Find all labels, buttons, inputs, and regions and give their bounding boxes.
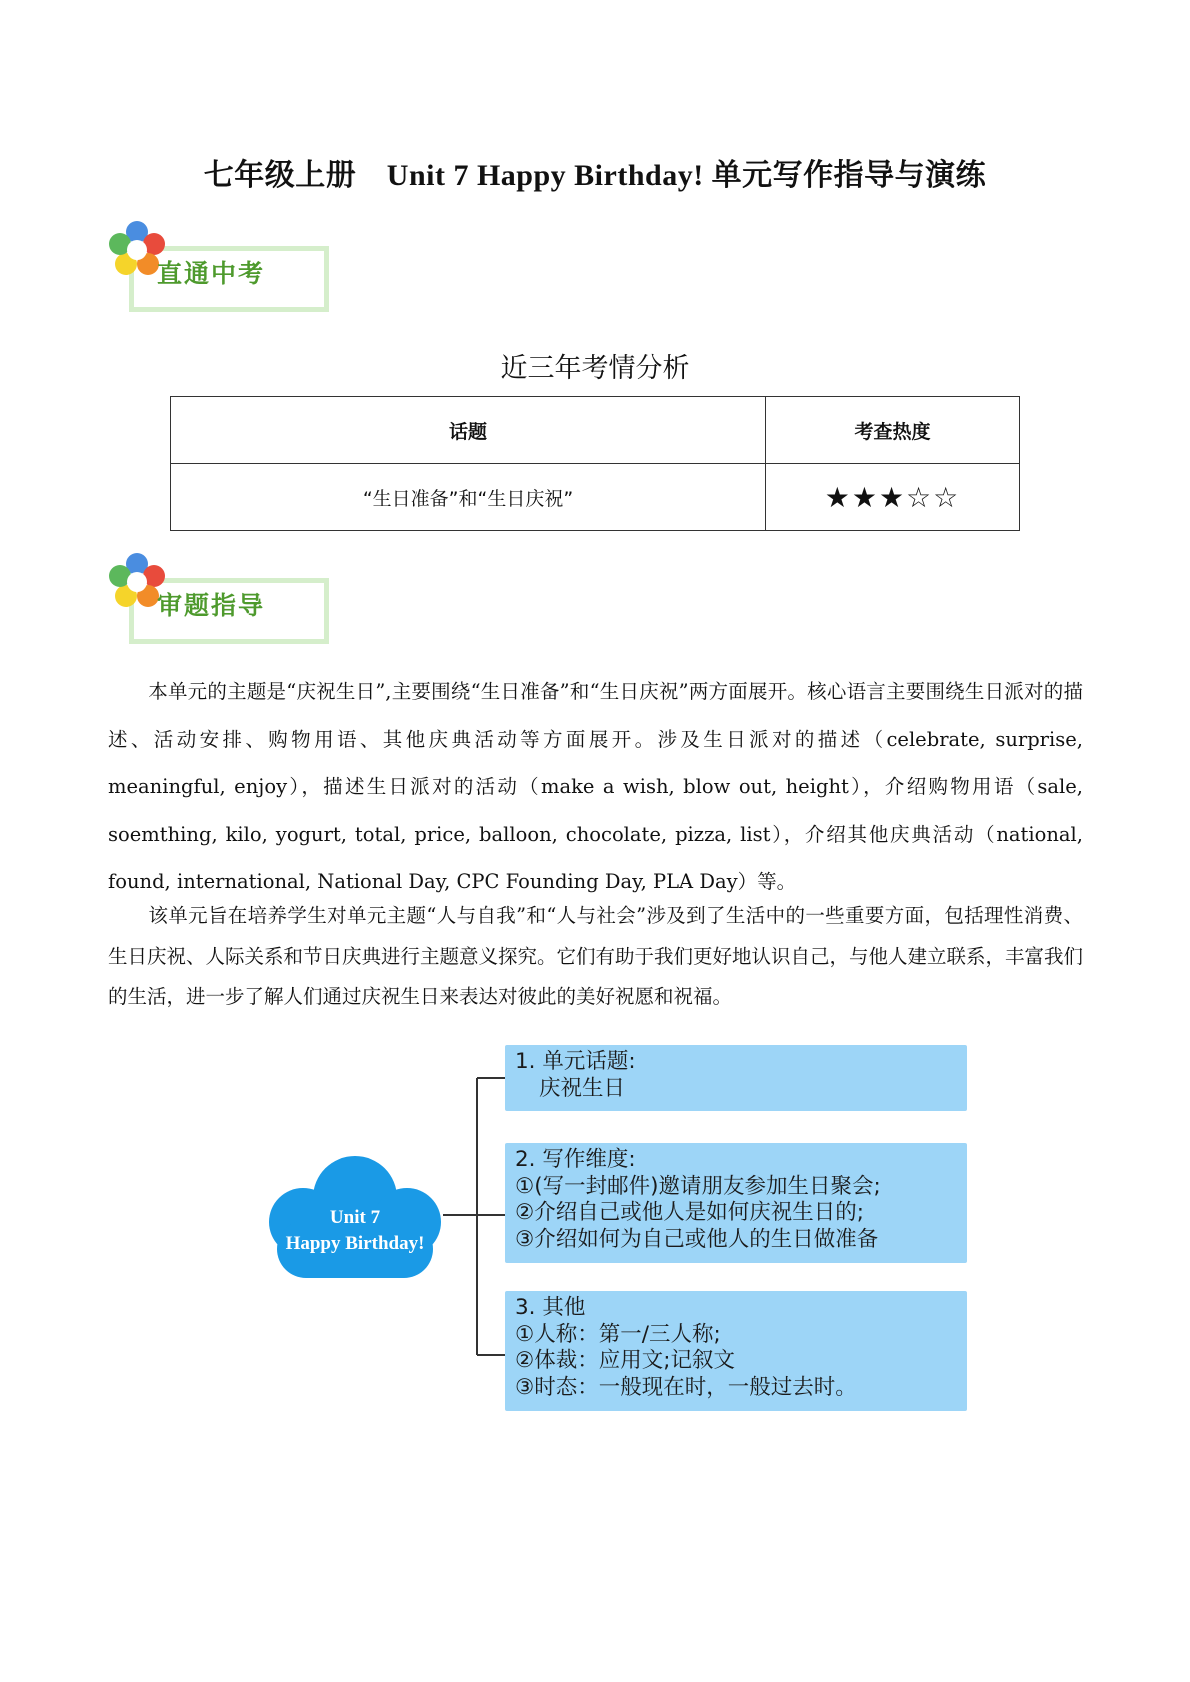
box-title: 2. 写作维度: <box>515 1147 636 1172</box>
paragraph-text: 该单元旨在培养学生对单元主题“人与自我”和“人与社会”涉及到了生活中的一些重要方面，包括理性消费、生日庆祝、人际关系和节日庆典进行主题意义探究。它们有助于我们更好地认识自己，与他人建立联系，丰富我们的生活，进一步了解人们通过庆祝生日来表达对彼此的美好祝愿和祝福。 <box>108 904 1084 1008</box>
badge-label: 审题指导 <box>157 591 266 620</box>
cell-heat <box>766 464 1020 531</box>
box-item: ②介绍自己或他人是如何庆祝生日的; <box>515 1200 865 1225</box>
box-item: ①(写一封邮件)邀请朋友参加生日聚会; <box>515 1173 881 1199</box>
box-title: 1. 单元话题: <box>515 1049 636 1074</box>
mind-map <box>255 1045 975 1425</box>
paragraph-goal <box>108 896 1083 1018</box>
mind-map-center <box>255 1205 455 1257</box>
star-rating-icon: ★★★☆☆ <box>824 480 961 514</box>
mind-map-box-topic <box>505 1045 967 1111</box>
mind-map-box-other <box>505 1291 967 1411</box>
analysis-heading: 近三年考情分析 <box>500 353 690 384</box>
mind-map-box-dimensions <box>505 1143 967 1263</box>
exam-analysis-table <box>170 396 1020 531</box>
box-item: ②体裁：应用文;记叙文 <box>515 1348 736 1373</box>
header-heat: 考查热度 <box>766 397 1020 464</box>
paragraph-text: 本单元的主题是“庆祝生日”,主要围绕“生日准备”和“生日庆祝”两方面展开。核心语言主要围绕生日派对的描述、活动安排、购物用语、其他庆典活动等方面展开。涉及生日派对的描述（celebrate, surprise, meaningful, enjoy），描述生日派对的活动（make a wish, blow out, height），介绍购物用语（sale, soemthing, kilo, yogurt, total, price, balloon, chocolate, pizza, list），介绍其他庆典活动（national, found, international, National Day, CPC Founding Day, PLA Day）等。 <box>108 680 1083 893</box>
section-badge-zhitong <box>105 218 335 318</box>
paragraph-theme <box>108 668 1083 906</box>
center-line-title: Happy Birthday! <box>285 1233 425 1254</box>
box-title: 3. 其他 <box>515 1295 586 1320</box>
center-line-unit: Unit 7 <box>329 1207 381 1228</box>
badge-label: 直通中考 <box>157 259 266 288</box>
table-header-row <box>171 397 1020 464</box>
box-item: ③介绍如何为自己或他人的生日做准备 <box>515 1226 879 1252</box>
document-title: 七年级上册 Unit 7 Happy Birthday! 单元写作指导与演练 <box>203 159 987 192</box>
cell-topic: “生日准备”和“生日庆祝” <box>171 464 766 531</box>
section-badge-shenti <box>105 550 335 650</box>
box-item: ①人称：第一/三人称; <box>515 1321 721 1347</box>
box-item: 庆祝生日 <box>539 1075 626 1101</box>
table-row <box>171 464 1020 531</box>
box-item: ③时态：一般现在时，一般过去时。 <box>515 1374 857 1400</box>
header-topic: 话题 <box>171 397 766 464</box>
